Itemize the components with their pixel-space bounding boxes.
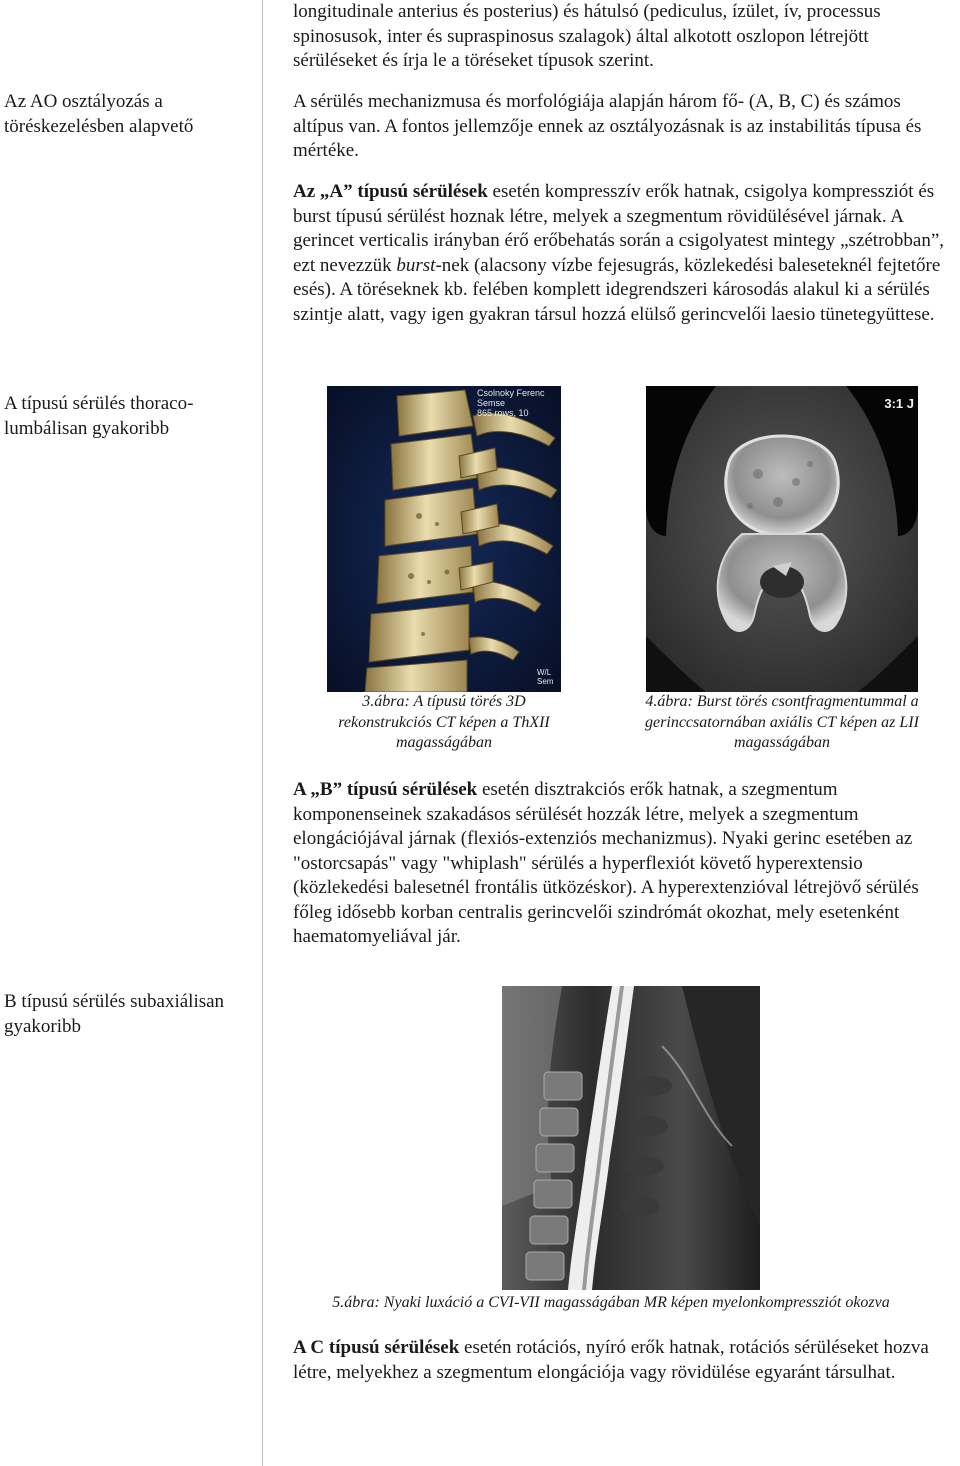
ct-overlay-sem: Sem: [537, 677, 554, 686]
column-divider: [262, 0, 263, 1466]
figure-4-ct-axial: [646, 386, 918, 692]
margin-note-b-type: B típusú sérülés subaxiálisan gyakoribb: [4, 991, 225, 1037]
b-type-heading: A „B” típusú sérülések: [293, 779, 478, 800]
figure-4-caption: 4.ábra: Burst törés csontfragmentummal a gerinccsatornában axiális CT képen az LII magasságában: [645, 693, 919, 751]
ct-overlay-rows: 865 rows, 10: [477, 408, 529, 418]
paragraph-b-type: A „B” típusú sérülések esetén disztrakciós erők hatnak, a szegmentum komponenseinek szakadásos sérülését hozzák létre, melyek a szegmentum elongációjával járnak (flexiós-extenziós mechanizmus). Nyaki gerinc esetében az "ostorcsapás" vagy "whiplash" sérülés a hyperflexiót követő hyperextensio (közlekedési balesetnél frontális ütközéskor). A hyperextenzióval létrejövő sérülés főleg idősebb korban centralis gerincvelői szindrómát okozhat, mely esetenként haematomyeliával jár.: [293, 779, 919, 947]
figure-3-caption: 3.ábra: A típusú törés 3D rekonstrukciós CT képen a ThXII magasságában: [338, 693, 550, 751]
figure-5-caption: 5.ábra: Nyaki luxáció a CVI-VII magasságában MR képen myelonkompressziót okozva: [332, 1294, 890, 1311]
cervical-spine-mr-illustration: [502, 986, 760, 1290]
paragraph-classification: A sérülés mechanizmusa és morfológiája alapján három fő- (A, B, C) és számos altípus van. A fontos jellemzője ennek az osztályozásnak is az instabilitás típusa és mértéke.: [293, 91, 922, 161]
margin-note-a-type: A típusú sérülés thoraco-lumbálisan gyakoribb: [4, 393, 194, 439]
paragraph-a-type: Az „A” típusú sérülések esetén kompresszív erők hatnak, csigolya kompressziót és burst típusú sérülést hoznak létre, melyek a szegmentum rövidülésével járnak. A gerincet verticalis irányban érő erőbehatás során a csigolyatest mintegy „szétrobban”, ezt nevezzük burst-nek (alacsony vízbe fejesugrás, közlekedési baleseteknél fejtetőre esés). A töréseknek kb. felében komplett idegrendszeri károsodás alakul ki a sérülés szintje alatt, vagy igen gyakran társul hozzá elülső gerincvelői laesio tünetegyüttese.: [293, 181, 945, 325]
paragraph-intro: longitudinale anterius és posterius) és hátulsó (pediculus, ízület, ív, processus spinosusok, inter és supraspinosus szalagok) által alkotott oszlopon létrejött sérüléseket és írja le a töréseket típusok szerint.: [293, 1, 881, 71]
ct-overlay-zoom: 3:1 J: [884, 396, 914, 411]
a-type-heading: Az „A” típusú sérülések: [293, 181, 488, 202]
spine-3d-illustration: [327, 386, 561, 692]
paragraph-c-type: A C típusú sérülések esetén rotációs, nyíró erők hatnak, rotációs sérüléseket hozva létre, melyekhez a szegmentum elongációja vagy rövidülése egyaránt társulhat.: [293, 1337, 929, 1383]
figure-3-ct-3d: [327, 386, 561, 692]
vertebra-axial-illustration: [646, 386, 918, 692]
ct-overlay-wl: W/L: [537, 668, 552, 677]
ct-overlay-name: Csolnoky Ferenc: [477, 388, 545, 398]
figure-5-mr-sagittal: [502, 986, 760, 1290]
ct-overlay-series: Semse: [477, 398, 506, 408]
c-type-heading: A C típusú sérülések: [293, 1337, 460, 1358]
margin-note-ao: Az AO osztályozás a töréskezelésben alapvető: [4, 91, 194, 137]
